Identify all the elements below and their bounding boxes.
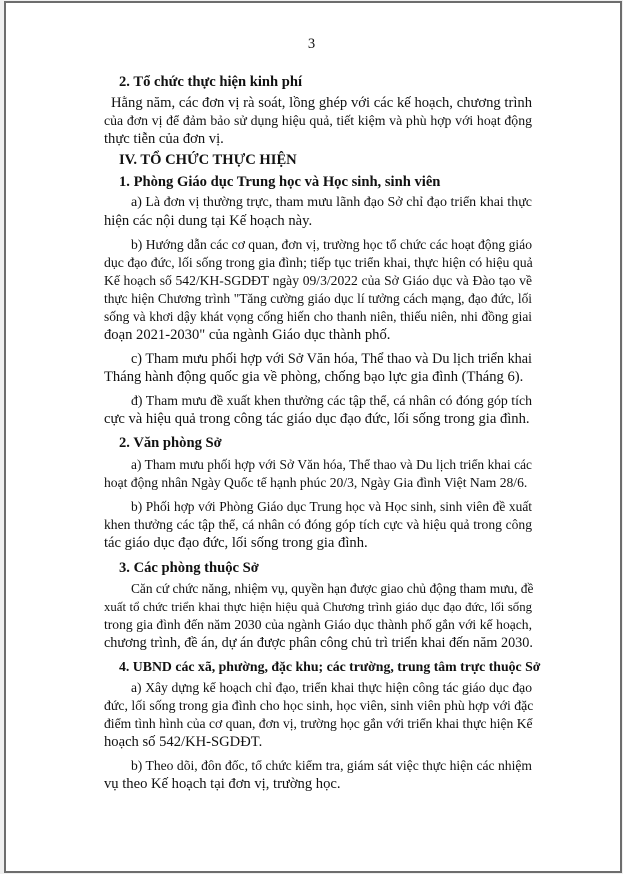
paragraph-line: đ) Tham mưu đề xuất khen thưởng các tập thể, cá nhân có đóng góp tích	[131, 393, 532, 408]
paragraph-line: Kế hoạch số 542/KH-SGDĐT ngày 09/3/2022 của Sở Giáo dục và Đào tạo về	[104, 273, 532, 288]
paragraph-line: điểm tình hình của cơ quan, đơn vị, trường học gắn với triển khai thực hiện Kế	[104, 716, 533, 731]
paragraph-line: Tháng hành động quốc gia về phòng, chống bạo lực gia đình (Tháng 6).	[104, 369, 524, 385]
paragraph-line: a) Tham mưu phối hợp với Sở Văn hóa, Thể thao và Du lịch triển khai các	[131, 457, 532, 472]
paragraph-line: sống và khơi dậy khát vọng cống hiến cho thanh niên, thiếu niên, nhi đồng giai	[104, 309, 532, 324]
section-heading-3: 3. Các phòng thuộc Sở	[119, 560, 259, 576]
paragraph-line: đức, lối sống trong gia đình cho học sinh, học viên, sinh viên phù hợp với đặc	[104, 698, 534, 713]
paragraph-line: trong gia đình đến năm 2030 của ngành Giáo dục thành phố gắn với kế hoạch,	[104, 617, 532, 632]
paragraph-line: đoạn 2021-2030" của ngành Giáo dục thành phố.	[104, 327, 391, 343]
page-number: 3	[307, 36, 316, 52]
paragraph-line: chương trình, đề án, dự án được phân công chủ trì triển khai đến năm 2030.	[104, 635, 533, 651]
section-heading-2: 2. Văn phòng Sở	[119, 435, 222, 451]
paragraph-line: Căn cứ chức năng, nhiệm vụ, quyền hạn được giao chủ động tham mưu, đề	[131, 581, 534, 596]
paragraph-line: khen thưởng các tập thể, cá nhân có đóng góp tích cực và hiệu quả trong công	[104, 517, 532, 532]
paragraph-line: cực và hiệu quả trong công tác giáo dục đạo đức, lối sống trong gia đình.	[104, 411, 530, 427]
paragraph-line: tác giáo dục đạo đức, lối sống trong gia đình.	[104, 535, 368, 551]
paragraph-line: a) Xây dựng kế hoạch chỉ đạo, triển khai thực hiện công tác giáo dục đạo	[131, 680, 532, 695]
paragraph-line: a) Là đơn vị thường trực, tham mưu lãnh đạo Sở chỉ đạo triển khai thực	[131, 195, 532, 210]
paragraph-line: thực hiện Chương trình "Tăng cường giáo dục lí tưởng cách mạng, đạo đức, lối	[104, 291, 532, 306]
paragraph-line: c) Tham mưu phối hợp với Sở Văn hóa, Thể thao và Du lịch triển khai	[131, 351, 532, 367]
paragraph-line: vụ theo Kế hoạch tại đơn vị, trường học.	[104, 776, 341, 792]
paragraph-line: của đơn vị để đảm bảo sử dụng hiệu quả, tiết kiệm và phù hợp với hoạt động	[104, 113, 532, 128]
chapter-heading: IV. TỔ CHỨC THỰC HIỆN	[119, 152, 297, 168]
paragraph-line: hoạch số 542/KH-SGDĐT.	[104, 734, 263, 750]
paragraph-line: b) Theo dõi, đôn đốc, tổ chức kiểm tra, giám sát việc thực hiện các nhiệm	[131, 758, 532, 773]
paragraph-line: b) Phối hợp với Phòng Giáo dục Trung học và Học sinh, sinh viên đề xuất	[131, 499, 532, 514]
section-heading-1: 1. Phòng Giáo dục Trung học và Học sinh, sinh viên	[119, 174, 441, 190]
paragraph-line: xuất tổ chức triển khai thực hiện hiệu quả Chương trình giáo dục đạo đức, lối sống	[104, 600, 532, 614]
paragraph-line: b) Hướng dẫn các cơ quan, đơn vị, trường học tổ chức các hoạt động giáo	[131, 237, 532, 252]
paragraph-line: hiện các nội dung tại Kế hoạch này.	[104, 213, 313, 229]
section-heading-4: 4. UBND các xã, phường, đặc khu; các trường, trung tâm trực thuộc Sở	[119, 659, 541, 674]
paragraph-line: hoạt động nhân Ngày Quốc tế hạnh phúc 20/3, Ngày Gia đình Việt Nam 28/6.	[104, 475, 528, 490]
paragraph-line: thực tiễn của đơn vị.	[104, 131, 224, 147]
paragraph-line: Hằng năm, các đơn vị rà soát, lồng ghép với các kế hoạch, chương trình	[111, 95, 532, 111]
paragraph-line: dục đạo đức, lối sống trong gia đình; tiếp tục triển khai, thực hiện có hiệu quả	[104, 255, 533, 270]
section-heading-funding: 2. Tổ chức thực hiện kinh phí	[119, 74, 303, 90]
